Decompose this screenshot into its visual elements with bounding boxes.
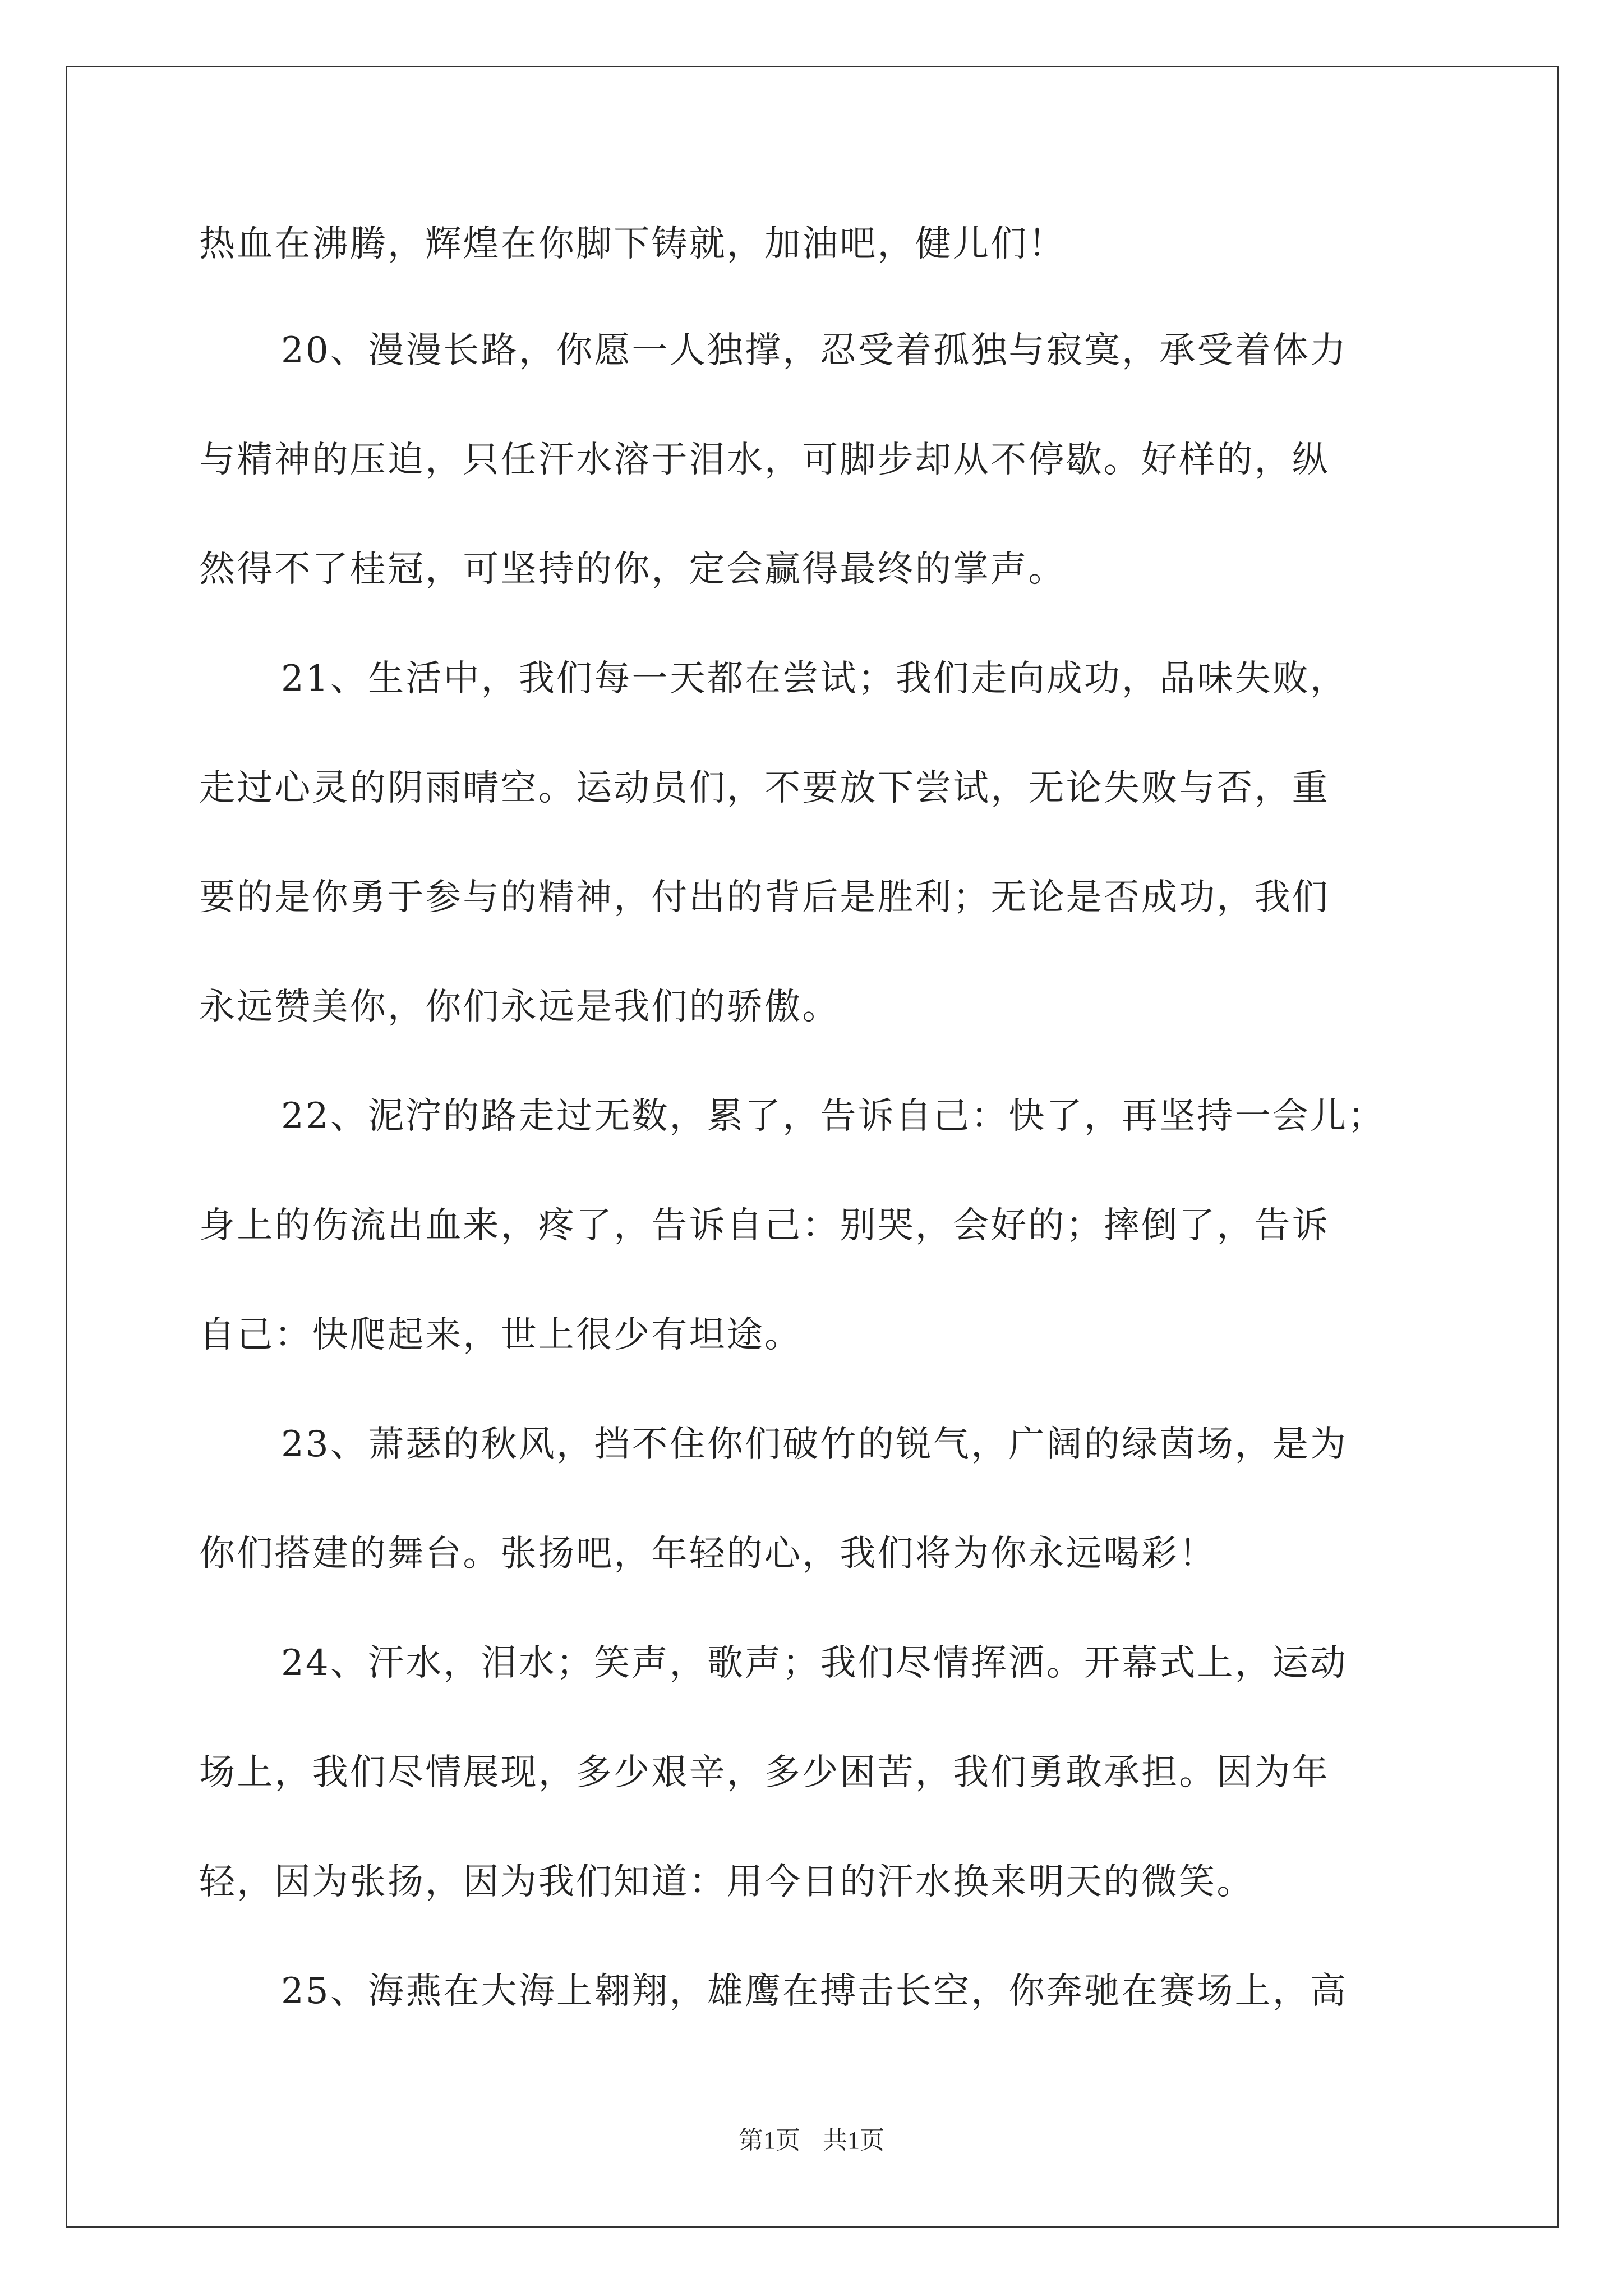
text-line: 要的是你勇于参与的精神，付出的背后是胜利；无论是否成功，我们 (199, 877, 1330, 918)
text-line: 20、漫漫长路，你愿一人独撑，忍受着孤独与寂寞，承受着体力 (281, 330, 1348, 371)
text-line: 热血在沸腾，辉煌在你脚下铸就，加油吧，健儿们！ (199, 223, 1066, 265)
text-line: 21、生活中，我们每一天都在尝试；我们走向成功，品味失败， (281, 658, 1348, 700)
text-line: 身上的伤流出血来，疼了，告诉自己：别哭，会好的；摔倒了，告诉 (199, 1205, 1330, 1246)
text-line: 场上，我们尽情展现，多少艰辛，多少困苦，我们勇敢承担。因为年 (199, 1752, 1330, 1793)
text-line: 然得不了桂冠，可坚持的你，定会赢得最终的掌声。 (199, 549, 1066, 590)
text-line: 轻，因为张扬，因为我们知道：用今日的汗水换来明天的微笑。 (199, 1861, 1255, 1903)
page-total: 共1页 (823, 2127, 884, 2154)
page-footer (0, 2125, 1623, 2156)
page-number: 第1页 (739, 2127, 800, 2154)
text-line: 22、泥泞的路走过无数，累了，告诉自己：快了，再坚持一会儿； (281, 1096, 1386, 1137)
text-line: 自己：快爬起来，世上很少有坦途。 (199, 1314, 803, 1356)
text-line: 与精神的压迫，只任汗水溶于泪水，可脚步却从不停歇。好样的，纵 (199, 439, 1330, 481)
text-line: 24、汗水，泪水；笑声，歌声；我们尽情挥洒。开幕式上，运动 (281, 1642, 1348, 1684)
text-line: 永远赞美你，你们永远是我们的骄傲。 (199, 986, 840, 1028)
text-line: 走过心灵的阴雨晴空。运动员们，不要放下尝试，无论失败与否，重 (199, 767, 1330, 809)
text-line: 23、萧瑟的秋风，挡不住你们破竹的锐气，广阔的绿茵场，是为 (281, 1424, 1348, 1465)
text-line: 25、海燕在大海上翱翔，雄鹰在搏击长空，你奔驰在赛场上，高 (281, 1971, 1348, 2012)
text-line: 你们搭建的舞台。张扬吧，年轻的心，我们将为你永远喝彩！ (199, 1533, 1217, 1575)
